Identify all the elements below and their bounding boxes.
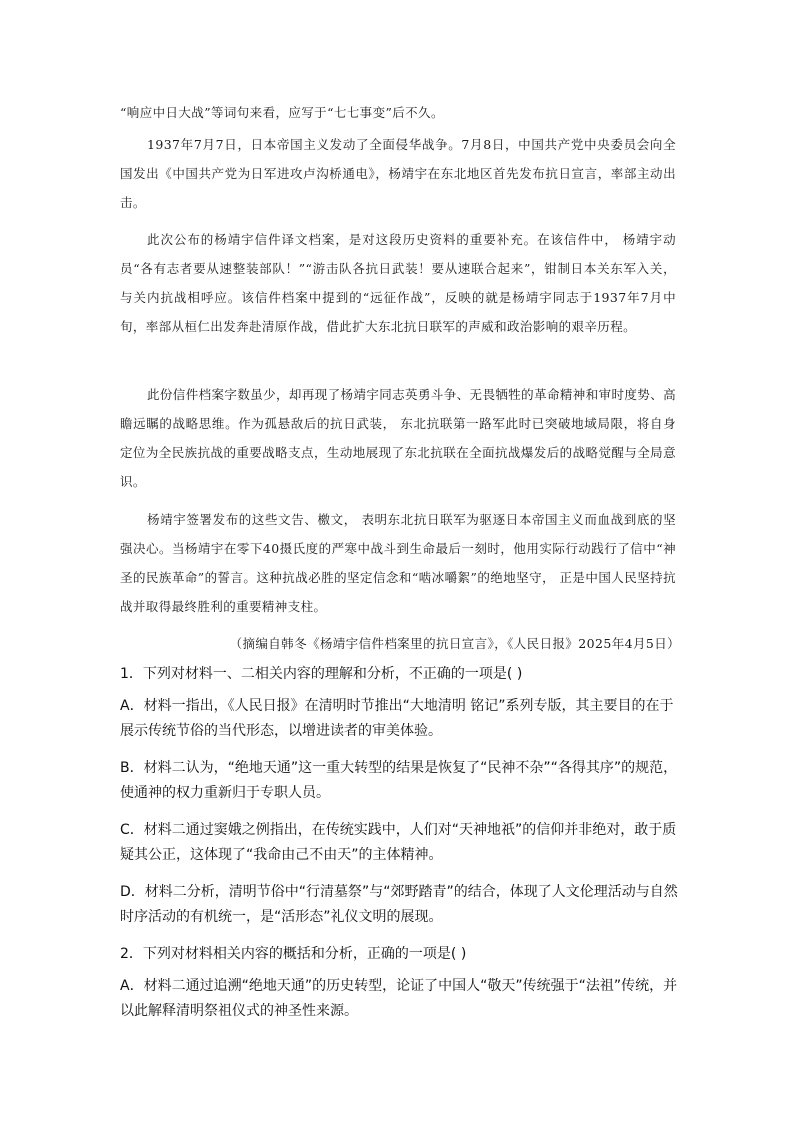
question-1-stem: 1．下列对材料一、二相关内容的理解和分析，不正确的一项是( ) (120, 666, 523, 682)
question-1-option-c: C．材料二通过窦娥之例指出，在传统实践中，人们对“天神地祇”的信仰并非绝对，敢于质疑其公正，这体现了“我命由己不由天”的主体精神。 (120, 822, 677, 863)
question-2-stem: 2．下列对材料相关内容的概括和分析，正确的一项是( ) (120, 946, 467, 962)
question-1-option-a: A．材料一指出，《人民日报》在清明时节推出“大地清明 铭记”系列专版，其主要目的在于展示传统节俗的当代形态，以增进读者的审美体验。 (120, 698, 674, 739)
passage-paragraph-3: 此份信件档案字数虽少，却再现了杨靖宇同志英勇斗争、无畏牺牲的革命精神和审时度势、高瞻远瞩的战略思维。作为孤悬敌后的抗日武装， 东北抗联第一路军此时已突破地域局限，将自身定位为全民族抗战的重要战略支点，生动地展现了东北抗联在全面抗战爆发后的战略觉醒与全局意识。 (120, 387, 676, 489)
passage-paragraph-2: 此次公布的杨靖宇信件译文档案，是对这段历史资料的重要补充。在该信件中， 杨靖宇动员“各有志者要从速整装部队！”“游击队各抗日武装！要从速联合起来”，钳制日本关东军入关，与关内抗战相呼应。该信件档案中提到的“远征作战”，反映的就是杨靖宇同志于1937年7月中旬，率部从桓仁出发奔赴清原作战，借此扩大东北抗日联军的声威和政治影响的艰辛历程。 (120, 232, 676, 334)
question-2-option-a: A．材料二通过追溯“绝地天通”的历史转型，论证了中国人“敬天”传统强于“法祖”传统，并以此解释清明祭祖仪式的神圣性来源。 (120, 978, 678, 1019)
passage-paragraph-0: “响应中日大战”等词句来看，应写于“七七事变”后不久。 (120, 105, 444, 120)
passage-source-citation: （摘编自韩冬《杨靖宇信件档案里的抗日宣言》，《人民日报》2025年4月5日） (229, 636, 680, 651)
passage-paragraph-1: 1937年7月7日，日本帝国主义发动了全面侵华战争。7月8日，中国共产党中央委员会向全国发出《中国共产党为日军进攻卢沟桥通电》，杨靖宇在东北地区首先发布抗日宣言，率部主动出击。 (120, 137, 676, 210)
passage-paragraph-4: 杨靖宇签署发布的这些文告、檄文， 表明东北抗日联军为驱逐日本帝国主义而血战到底的坚强决心。当杨靖宇在零下40摄氏度的严寒中战斗到生命最后一刻时，他用实际行动践行了信中“神圣的民族革命”的誓言。这种抗战必胜的坚定信念和“啮冰嚼絮”的绝地坚守， 正是中国人民坚持抗战并取得最终胜利的重要精神支柱。 (120, 512, 676, 614)
question-1-option-d: D．材料二分析，清明节俗中“行清墓祭”与“郊野踏青”的结合，体现了人文伦理活动与自然时序活动的有机统一，是“活形态”礼仪文明的展现。 (120, 884, 678, 925)
question-1-option-b: B．材料二认为，“绝地天通”这一重大转型的结果是恢复了“民神不杂”“各得其序”的规范，使通神的权力重新归于专职人员。 (120, 760, 678, 801)
